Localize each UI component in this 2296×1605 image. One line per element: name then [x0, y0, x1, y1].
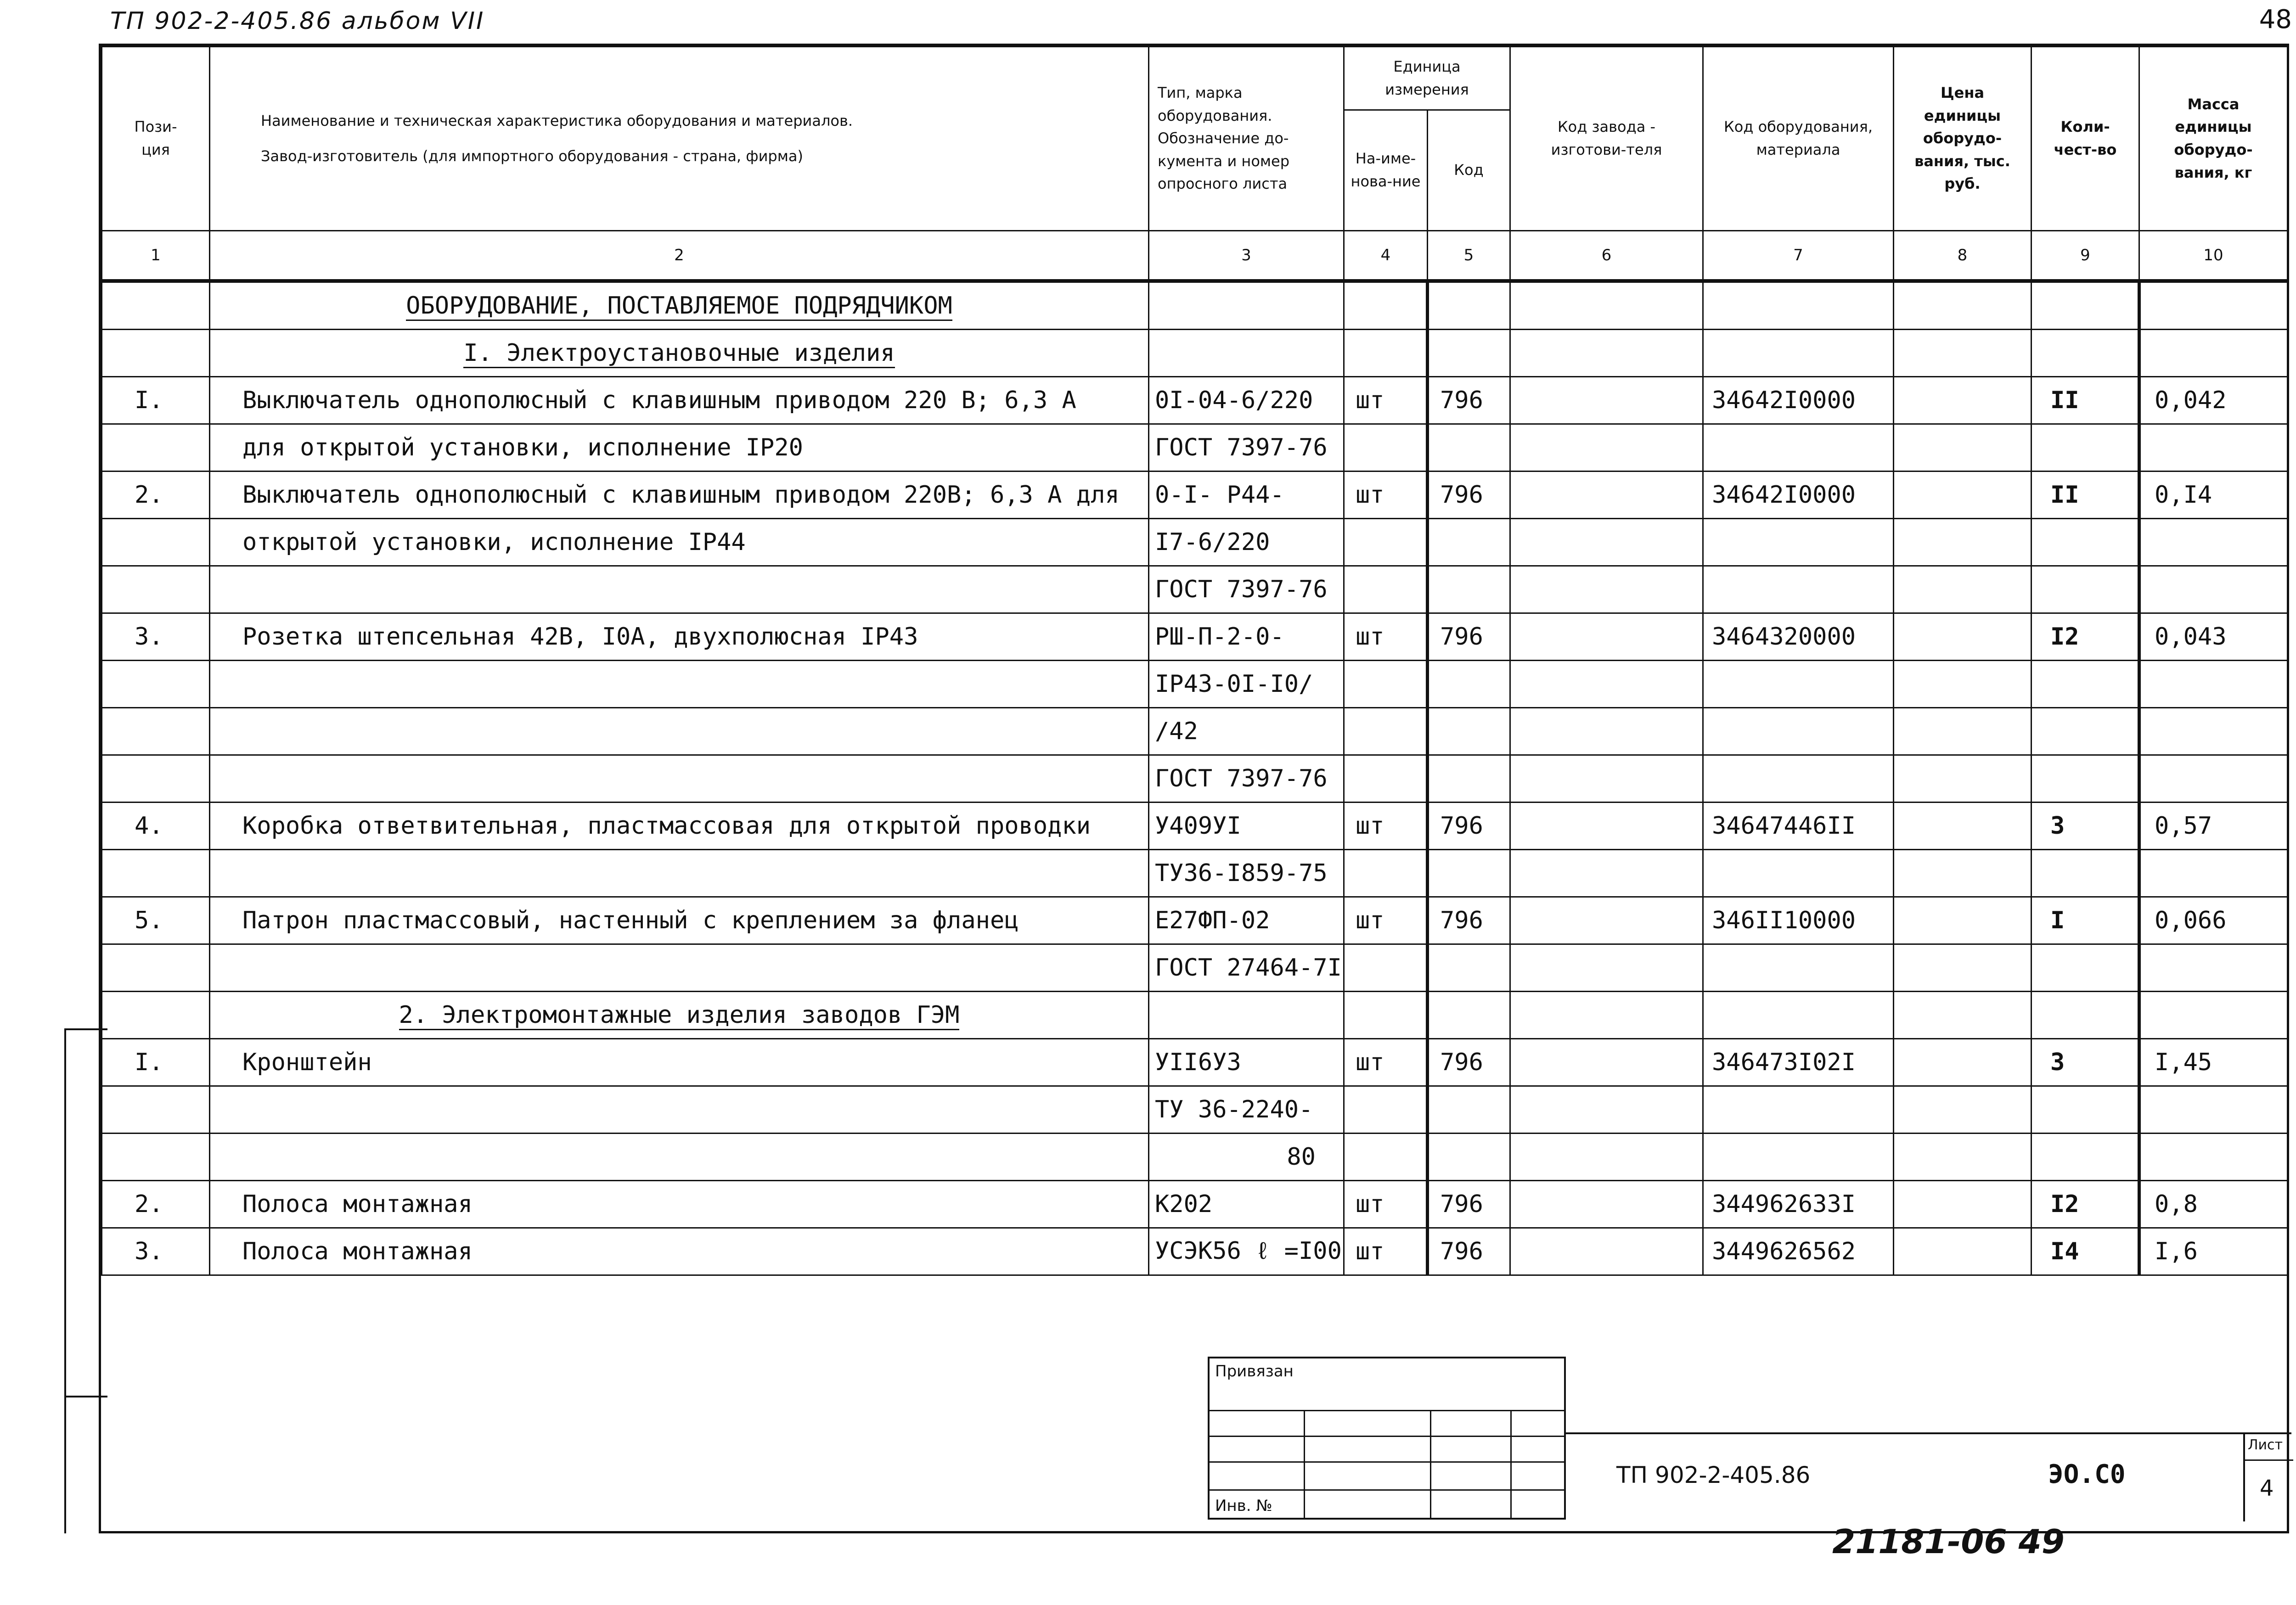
cell-price	[1894, 1181, 2032, 1228]
cell-type: ГОСТ 7397-76	[1149, 424, 1344, 471]
cell-unit-code: 796	[1428, 377, 1510, 424]
cell-material-code: 34642I0000	[1703, 471, 1894, 519]
cell-name	[210, 755, 1149, 802]
cell-material-code: 346473I02I	[1703, 1039, 1894, 1086]
section-heading-text: I. Электроустановочные изделия	[463, 339, 895, 368]
cell-type: У409УI	[1149, 802, 1344, 850]
cell-factory-code	[1510, 1039, 1703, 1086]
header-price: Цена единицы оборудо-вания, тыс. руб.	[1894, 47, 2032, 231]
cell-material-code: 34647446II	[1703, 802, 1894, 850]
cell-position	[102, 424, 210, 471]
col-number: 3	[1149, 231, 1344, 281]
cell-factory-code	[1510, 471, 1703, 519]
cell-quantity	[2032, 1134, 2139, 1181]
section-row	[102, 992, 2288, 1039]
cell-mass	[2139, 850, 2288, 897]
cell-factory-code	[1510, 1228, 1703, 1275]
cell-unit-code	[1428, 1086, 1510, 1134]
table-row	[102, 850, 2288, 897]
cell-unit	[1344, 566, 1428, 613]
cell-position: I.	[102, 377, 210, 424]
cell-name: Выключатель однополюсный с клавишным приводом 220В; 6,3 А для	[210, 471, 1149, 519]
cell-price	[1894, 897, 2032, 944]
cell-factory-code	[1510, 377, 1703, 424]
inventory-label: Инв. №	[1215, 1497, 1272, 1515]
cell-factory-code	[1510, 519, 1703, 566]
cell-material-code	[1703, 1086, 1894, 1134]
cell-empty	[1428, 330, 1510, 377]
cell-price	[1894, 471, 2032, 519]
cell-quantity: I4	[2032, 1228, 2139, 1275]
attached-label: Привязан	[1215, 1362, 1294, 1381]
specification-table	[101, 46, 2288, 1276]
cell-empty	[1510, 330, 1703, 377]
header-unit: Единица измерения	[1344, 47, 1510, 110]
cell-factory-code	[1510, 802, 1703, 850]
cell-material-code: 346II10000	[1703, 897, 1894, 944]
cell-price	[1894, 1134, 2032, 1181]
cell-unit	[1344, 850, 1428, 897]
section-heading	[210, 992, 1149, 1039]
cell-mass	[2139, 424, 2288, 471]
cell-unit: шт	[1344, 897, 1428, 944]
table-title	[210, 281, 1149, 330]
cell-empty	[1510, 992, 1703, 1039]
cell-material-code	[1703, 755, 1894, 802]
cell-empty	[2139, 992, 2288, 1039]
cell-material-code	[1703, 566, 1894, 613]
cell-quantity: I2	[2032, 1181, 2139, 1228]
cell-name: Патрон пластмассовый, настенный с креплением за фланец	[210, 897, 1149, 944]
cell-factory-code	[1510, 424, 1703, 471]
cell-empty	[1344, 281, 1428, 330]
cell-unit-code	[1428, 424, 1510, 471]
table-row	[102, 471, 2288, 519]
section-heading-text: 2. Электромонтажные изделия заводов ГЭМ	[399, 1001, 960, 1030]
cell-mass: 0,066	[2139, 897, 2288, 944]
cell-empty	[1894, 992, 2032, 1039]
cell-price	[1894, 661, 2032, 708]
table-row	[102, 1086, 2288, 1134]
cell-type: ТУ36-I859-75	[1149, 850, 1344, 897]
table-row	[102, 802, 2288, 850]
cell-material-code: 34642I0000	[1703, 377, 1894, 424]
col-number: 10	[2139, 231, 2288, 281]
cell-unit-code: 796	[1428, 1039, 1510, 1086]
top-stamp: ТП 902-2-405.86 альбом VII	[110, 7, 485, 35]
cell-unit-code: 796	[1428, 613, 1510, 661]
cell-type: РШ-П-2-0-	[1149, 613, 1344, 661]
cell-position	[102, 519, 210, 566]
cell-position: 3.	[102, 613, 210, 661]
cell-factory-code	[1510, 613, 1703, 661]
cell-unit-code: 796	[1428, 1181, 1510, 1228]
cell-type: ТУ 36-2240-	[1149, 1086, 1344, 1134]
cell-material-code	[1703, 519, 1894, 566]
table-row	[102, 519, 2288, 566]
cell-factory-code	[1510, 850, 1703, 897]
cell-empty	[1510, 281, 1703, 330]
document-suffix: ЭО.С0	[2048, 1459, 2126, 1489]
table-row	[102, 755, 2288, 802]
cell-quantity	[2032, 661, 2139, 708]
cell-empty	[1703, 330, 1894, 377]
cell-unit	[1344, 755, 1428, 802]
cell-position	[102, 992, 210, 1039]
page-number: 48	[2259, 5, 2292, 34]
table-row	[102, 661, 2288, 708]
cell-unit: шт	[1344, 1039, 1428, 1086]
cell-price	[1894, 944, 2032, 992]
cell-unit	[1344, 1086, 1428, 1134]
header-mass: Масса единицы оборудо-вания, кг	[2139, 47, 2288, 231]
cell-name	[210, 566, 1149, 613]
cell-name: Полоса монтажная	[210, 1228, 1149, 1275]
cell-mass	[2139, 1086, 2288, 1134]
cell-name	[210, 944, 1149, 992]
cell-unit-code: 796	[1428, 1228, 1510, 1275]
cell-unit-code	[1428, 850, 1510, 897]
document-code-box	[1566, 1432, 2291, 1521]
cell-factory-code	[1510, 897, 1703, 944]
cell-unit: шт	[1344, 471, 1428, 519]
cell-name: открытой установки, исполнение IP44	[210, 519, 1149, 566]
cell-name: Розетка штепсельная 42В, I0А, двухполюсная IP43	[210, 613, 1149, 661]
cell-empty	[1149, 330, 1344, 377]
cell-position	[102, 708, 210, 755]
cell-unit-code: 796	[1428, 471, 1510, 519]
drawing-frame	[99, 44, 2289, 1533]
section-heading	[210, 330, 1149, 377]
cell-factory-code	[1510, 755, 1703, 802]
cell-price	[1894, 755, 2032, 802]
cell-unit	[1344, 661, 1428, 708]
cell-unit	[1344, 1134, 1428, 1181]
cell-type: I7-6/220	[1149, 519, 1344, 566]
cell-material-code	[1703, 1134, 1894, 1181]
cell-material-code: 3464320000	[1703, 613, 1894, 661]
cell-position: 3.	[102, 1228, 210, 1275]
cell-name: Выключатель однополюсный с клавишным приводом 220 В; 6,3 А	[210, 377, 1149, 424]
cell-quantity	[2032, 424, 2139, 471]
cell-mass: 0,8	[2139, 1181, 2288, 1228]
cell-mass: 0,043	[2139, 613, 2288, 661]
cell-price	[1894, 424, 2032, 471]
cell-empty	[2032, 992, 2139, 1039]
cell-empty	[1703, 281, 1894, 330]
cell-position	[102, 330, 210, 377]
cell-position	[102, 944, 210, 992]
cell-material-code	[1703, 661, 1894, 708]
cell-empty	[1344, 992, 1428, 1039]
cell-unit-code	[1428, 1134, 1510, 1181]
header-row	[102, 47, 2288, 110]
cell-position	[102, 566, 210, 613]
table-row	[102, 708, 2288, 755]
cell-mass: I,45	[2139, 1039, 2288, 1086]
cell-position: 2.	[102, 471, 210, 519]
table-row	[102, 613, 2288, 661]
cell-position	[102, 661, 210, 708]
table-title-text: ОБОРУДОВАНИЕ, ПОСТАВЛЯЕМОЕ ПОДРЯДЧИКОМ	[406, 292, 952, 321]
cell-factory-code	[1510, 944, 1703, 992]
cell-empty	[2032, 330, 2139, 377]
cell-unit-code	[1428, 944, 1510, 992]
cell-position: 2.	[102, 1181, 210, 1228]
cell-type: УСЭК56 ℓ =I00	[1149, 1228, 1344, 1275]
cell-price	[1894, 850, 2032, 897]
col-number: 7	[1703, 231, 1894, 281]
cell-quantity	[2032, 519, 2139, 566]
cell-unit	[1344, 519, 1428, 566]
cell-material-code	[1703, 944, 1894, 992]
cell-unit-code	[1428, 755, 1510, 802]
table-row	[102, 377, 2288, 424]
cell-quantity	[2032, 755, 2139, 802]
cell-price	[1894, 708, 2032, 755]
attachment-stamp	[1208, 1357, 1566, 1520]
cell-type: ГОСТ 7397-76	[1149, 755, 1344, 802]
header-position: Пози- ция	[102, 47, 210, 231]
cell-type: IP43-0I-I0/	[1149, 661, 1344, 708]
cell-empty	[2139, 281, 2288, 330]
cell-position: 5.	[102, 897, 210, 944]
cell-material-code	[1703, 850, 1894, 897]
cell-mass	[2139, 708, 2288, 755]
cell-name: Коробка ответвительная, пластмассовая для открытой проводки	[210, 802, 1149, 850]
cell-position	[102, 281, 210, 330]
cell-unit-code: 796	[1428, 897, 1510, 944]
col-number: 2	[210, 231, 1149, 281]
cell-type: Е27ФП-02	[1149, 897, 1344, 944]
cell-price	[1894, 1086, 2032, 1134]
table-row	[102, 424, 2288, 471]
col-number: 1	[102, 231, 210, 281]
cell-position: I.	[102, 1039, 210, 1086]
cell-material-code: 3449626562	[1703, 1228, 1894, 1275]
cell-price	[1894, 566, 2032, 613]
cell-unit-code	[1428, 661, 1510, 708]
cell-quantity: II	[2032, 377, 2139, 424]
cell-name: для открытой установки, исполнение IP20	[210, 424, 1149, 471]
cell-mass: 0,042	[2139, 377, 2288, 424]
cell-quantity: II	[2032, 471, 2139, 519]
document-code: ТП 902-2-405.86	[1616, 1462, 1811, 1488]
table-row	[102, 1181, 2288, 1228]
cell-unit: шт	[1344, 1181, 1428, 1228]
cell-mass	[2139, 566, 2288, 613]
col-number: 5	[1428, 231, 1510, 281]
table-row	[102, 1039, 2288, 1086]
header-unit-name: На-име-нова-ние	[1344, 110, 1428, 231]
table-row	[102, 1134, 2288, 1181]
cell-unit	[1344, 944, 1428, 992]
col-number: 8	[1894, 231, 2032, 281]
header-unit-code: Код	[1428, 110, 1510, 231]
cell-empty	[2032, 281, 2139, 330]
cell-unit	[1344, 708, 1428, 755]
cell-unit: шт	[1344, 377, 1428, 424]
cell-price	[1894, 613, 2032, 661]
cell-position	[102, 850, 210, 897]
table-row	[102, 566, 2288, 613]
cell-unit-code	[1428, 566, 1510, 613]
bottom-stamp: 21181-06 49	[1832, 1522, 2065, 1561]
sheet-label: Лист	[2248, 1437, 2283, 1453]
cell-position: 4.	[102, 802, 210, 850]
cell-quantity	[2032, 850, 2139, 897]
cell-quantity	[2032, 1086, 2139, 1134]
cell-material-code	[1703, 708, 1894, 755]
header-material-code: Код оборудования, материала	[1703, 47, 1894, 231]
cell-mass	[2139, 944, 2288, 992]
cell-quantity: 3	[2032, 1039, 2139, 1086]
cell-unit-code	[1428, 708, 1510, 755]
cell-unit-code	[1428, 519, 1510, 566]
table-row	[102, 944, 2288, 992]
cell-material-code: 344962633I	[1703, 1181, 1894, 1228]
cell-empty	[1894, 281, 2032, 330]
cell-type: /42	[1149, 708, 1344, 755]
cell-name	[210, 850, 1149, 897]
cell-type: ГОСТ 7397-76	[1149, 566, 1344, 613]
cell-unit: шт	[1344, 802, 1428, 850]
cell-factory-code	[1510, 1181, 1703, 1228]
cell-quantity: 3	[2032, 802, 2139, 850]
cell-name	[210, 1086, 1149, 1134]
header-factory-code: Код завода - изготови-теля	[1510, 47, 1703, 231]
cell-quantity	[2032, 566, 2139, 613]
cell-factory-code	[1510, 566, 1703, 613]
cell-empty	[1149, 992, 1344, 1039]
cell-empty	[1344, 330, 1428, 377]
header-name: Наименование и техническая характеристика оборудования и материалов. Завод-изготовитель (для импортного оборудования - страна, фирма)	[210, 47, 1149, 231]
cell-price	[1894, 802, 2032, 850]
cell-type: УII6У3	[1149, 1039, 1344, 1086]
cell-name	[210, 708, 1149, 755]
cell-unit: шт	[1344, 613, 1428, 661]
cell-mass	[2139, 1134, 2288, 1181]
col-number: 6	[1510, 231, 1703, 281]
cell-name	[210, 661, 1149, 708]
section-row	[102, 281, 2288, 330]
cell-position	[102, 755, 210, 802]
cell-price	[1894, 1228, 2032, 1275]
cell-type: ГОСТ 27464-7I	[1149, 944, 1344, 992]
cell-position	[102, 1086, 210, 1134]
cell-mass	[2139, 661, 2288, 708]
cell-position	[102, 1134, 210, 1181]
table-row	[102, 1228, 2288, 1275]
cell-unit	[1344, 424, 1428, 471]
header-quantity: Коли-чест-во	[2032, 47, 2139, 231]
cell-name: Полоса монтажная	[210, 1181, 1149, 1228]
header-type: Тип, марка оборудования. Обозначение до-кумента и номер опросного листа	[1149, 47, 1344, 231]
cell-unit-code: 796	[1428, 802, 1510, 850]
cell-empty	[2139, 330, 2288, 377]
cell-quantity	[2032, 944, 2139, 992]
cell-type: 80	[1149, 1134, 1344, 1181]
section-row	[102, 330, 2288, 377]
cell-name	[210, 1134, 1149, 1181]
col-number: 4	[1344, 231, 1428, 281]
column-numbers-row	[102, 231, 2288, 281]
cell-mass: 0,57	[2139, 802, 2288, 850]
cell-empty	[1428, 281, 1510, 330]
cell-unit: шт	[1344, 1228, 1428, 1275]
sheet-number: 4	[2260, 1476, 2274, 1501]
cell-empty	[1428, 992, 1510, 1039]
cell-empty	[1894, 330, 2032, 377]
cell-name: Кронштейн	[210, 1039, 1149, 1086]
col-number: 9	[2032, 231, 2139, 281]
cell-mass	[2139, 519, 2288, 566]
cell-price	[1894, 377, 2032, 424]
cell-type: 0-I- Р44-	[1149, 471, 1344, 519]
cell-price	[1894, 1039, 2032, 1086]
cell-empty	[1703, 992, 1894, 1039]
cell-price	[1894, 519, 2032, 566]
table-row	[102, 897, 2288, 944]
cell-empty	[1149, 281, 1344, 330]
cell-factory-code	[1510, 1086, 1703, 1134]
sheet-box	[2243, 1434, 2293, 1521]
cell-factory-code	[1510, 1134, 1703, 1181]
cell-quantity: I2	[2032, 613, 2139, 661]
cell-material-code	[1703, 424, 1894, 471]
cell-quantity	[2032, 708, 2139, 755]
cell-type: К202	[1149, 1181, 1344, 1228]
cell-mass: 0,I4	[2139, 471, 2288, 519]
cell-factory-code	[1510, 661, 1703, 708]
cell-quantity: I	[2032, 897, 2139, 944]
cell-mass: I,6	[2139, 1228, 2288, 1275]
cell-mass	[2139, 755, 2288, 802]
cell-factory-code	[1510, 708, 1703, 755]
cell-type: 0I-04-6/220	[1149, 377, 1344, 424]
